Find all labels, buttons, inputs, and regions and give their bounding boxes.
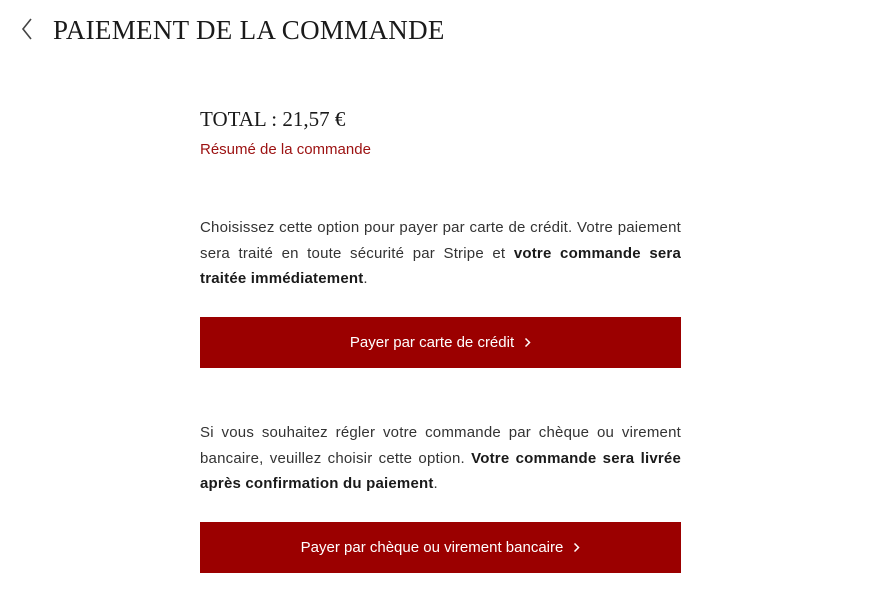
pay-by-card-label: Payer par carte de crédit [349,334,515,351]
pay-by-cheque-or-transfer-button[interactable] [200,522,681,573]
back-button[interactable] [16,14,38,44]
card-option-emphasis: votre commande sera traitée immédiatement [200,244,681,287]
chevron-right-icon [573,542,580,553]
card-option-description: Choisissez cette option pour payer par carte de crédit. Votre paiement sera traité en toute sécurité par Stripe et votre commande sera traitée immédiatement. [200,219,681,287]
pay-by-transfer-label: Payer par chèque ou virement bancaire [300,539,564,556]
page-header [0,0,879,60]
transfer-option-description: Si vous souhaitez régler votre commande par chèque ou virement bancaire, veuillez choisir cette option. Votre commande sera livrée après confirmation du paiement. [200,424,682,492]
chevron-right-icon [524,337,531,348]
order-total [200,104,345,134]
total-label: TOTAL : [200,107,278,131]
order-summary-link[interactable]: Résumé de la commande [200,141,371,158]
total-value: 21,57 € [282,107,346,131]
page-title: PAIEMENT DE LA COMMANDE [53,15,445,45]
chevron-left-icon [21,17,33,41]
pay-by-card-button[interactable] [200,317,681,368]
transfer-option-emphasis: Votre commande sera livrée après confirmation du paiement [200,449,682,492]
